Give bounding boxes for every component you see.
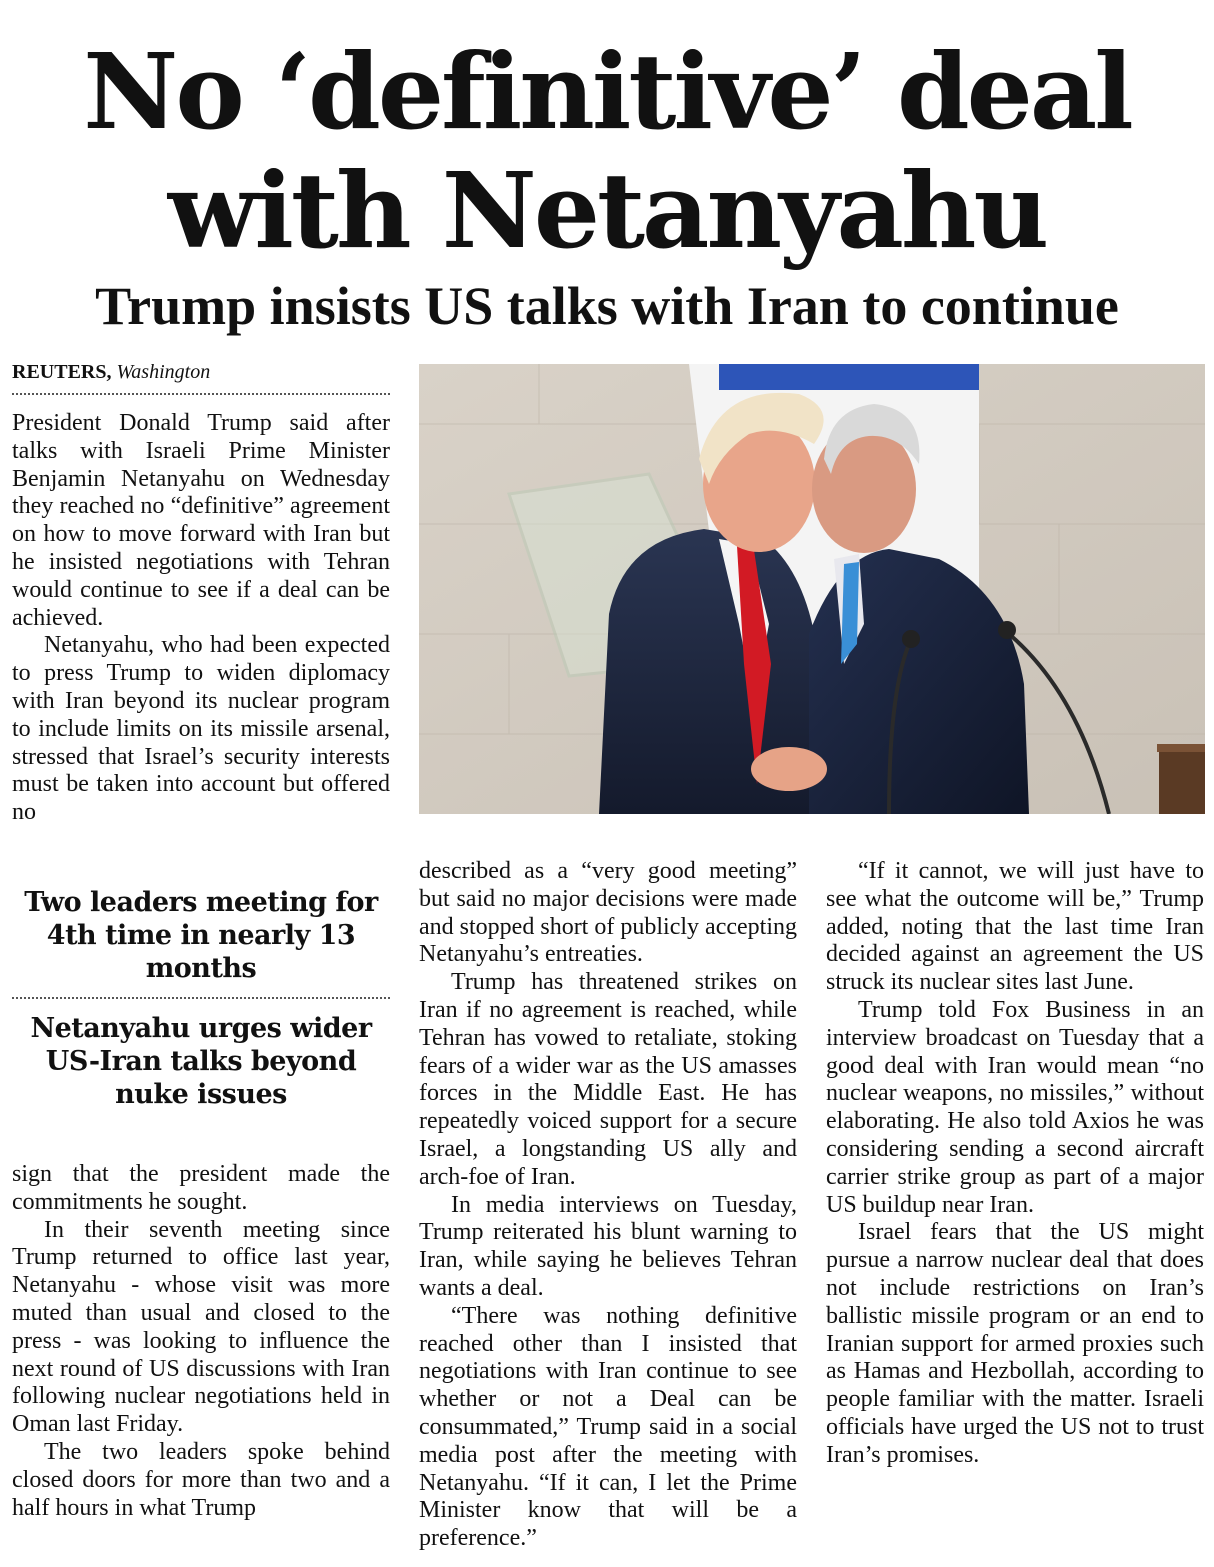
paragraph: “There was nothing definitive reached other than I insisted that negotiations with Iran continue to see whether or not a Deal can be consummated,” Trump said in a social media post after the meeting with Netanyahu. “If it can, I let the Prime Minister know that will be a preference.” xyxy=(419,1302,797,1552)
byline-agency: REUTERS, xyxy=(12,361,112,383)
paragraph: Trump told Fox Business in an interview broadcast on Tuesday that a good deal with Iran would mean “no nuclear weapons, no missiles,” without elaborating. He also told Axios he was considering sending a second aircraft carrier strike group as part of a major US buildup near Iran. xyxy=(826,996,1204,1218)
paragraph: sign that the president made the commitments he sought. xyxy=(12,1161,390,1215)
pull-quote-2: Netanyahu urges wider US-Iran talks beyond nuke issues xyxy=(30,1013,372,1110)
paragraph: described as a “very good meeting” but said no major decisions were made and stopped short of publicly accepting Netanyahu’s entreaties. xyxy=(419,858,797,968)
headline-line-2: with Netanyahu xyxy=(167,149,1047,272)
paragraph: The two leaders spoke behind closed doors for more than two and a half hours in what Trump xyxy=(12,1438,390,1521)
headline-line-1: No ‘definitive’ deal xyxy=(83,30,1131,153)
paragraph: In media interviews on Tuesday, Trump reiterated his blunt warning to Iran, while saying he believes Tehran wants a deal. xyxy=(419,1191,797,1301)
news-photo xyxy=(419,364,1205,814)
article-column-1-bottom xyxy=(12,1161,390,1522)
paragraph: Netanyahu, who had been expected to press Trump to widen diplomacy with Iran beyond its nuclear program to include limits on its missile arsenal, stressed that Israel’s security interests must be taken into account but offered no xyxy=(12,632,390,826)
photo-trump-netanyahu-embrace xyxy=(419,364,1205,814)
callout-divider xyxy=(12,997,390,999)
paragraph: Trump has threatened strikes on Iran if no agreement is reached, while Tehran has vowed to retaliate, stoking fears of a wider war as the US amasses forces in the Middle East. He has repeatedly voiced support for a secure Israel, a longstanding US ally and arch-foe of Iran. xyxy=(419,969,797,1190)
paragraph: “If it cannot, we will just have to see what the outcome will be,” Trump added, noting that the last time Iran decided against an agreement the US struck its nuclear sites last June. xyxy=(826,858,1204,996)
byline-location: Washington xyxy=(116,361,211,383)
byline xyxy=(12,360,390,395)
article-column-3 xyxy=(826,858,1204,1470)
paragraph: Israel fears that the US might pursue a narrow nuclear deal that does not include restrictions on Iran’s ballistic missile program or an end to Iranian support for armed proxies such as Hamas and Hezbollah, according to people familiar with the matter. Israeli officials have urged the US not to trust Iran’s promises. xyxy=(826,1219,1204,1468)
article-column-2 xyxy=(419,858,797,1553)
pull-quote-1: Two leaders meeting for 4th time in nearly 13 months xyxy=(24,887,378,984)
article-column-1-top xyxy=(12,410,390,827)
paragraph: In their seventh meeting since Trump returned to office last year, Netanyahu - whose visit was more muted than usual and closed to the press - was looking to influence the next round of US discussions with Iran following nuclear negotiations held in Oman last Friday. xyxy=(12,1216,390,1438)
deck-subheadline: Trump insists US talks with Iran to continue xyxy=(95,276,1119,336)
paragraph: President Donald Trump said after talks with Israeli Prime Minister Benjamin Netanyahu on Wednesday they reached no “definitive” agreement on how to move forward with Iran but he insisted negotiations with Tehran would continue to see if a deal can be achieved. xyxy=(12,410,390,631)
